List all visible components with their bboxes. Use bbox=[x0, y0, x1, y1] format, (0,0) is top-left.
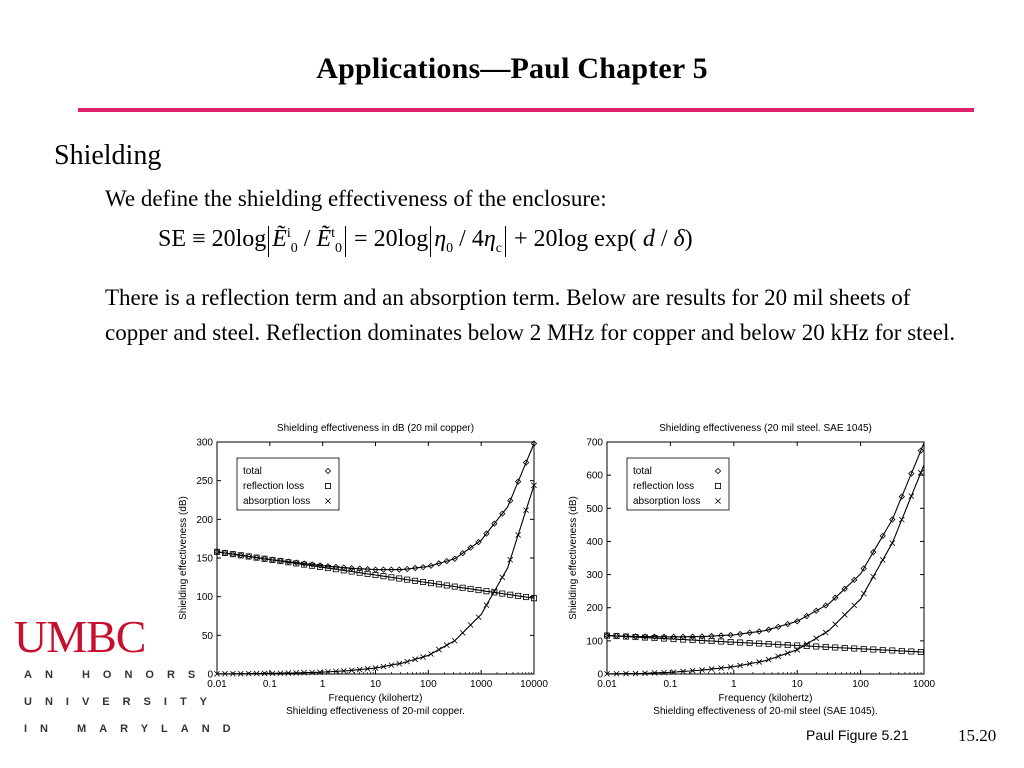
chart1-point-2 bbox=[484, 603, 489, 608]
chart1-x-axis-label: Frequency (kilohertz) bbox=[328, 693, 423, 704]
chart1-x-tick-label: 0.01 bbox=[207, 679, 227, 690]
chart1-line-2 bbox=[217, 485, 534, 674]
chart1-x-tick-label: 1000 bbox=[470, 679, 493, 690]
eq-rparen: ) bbox=[684, 226, 693, 252]
slide-number: 15.20 bbox=[958, 726, 997, 745]
chart1-x-tick-label: 100 bbox=[419, 679, 437, 690]
eq-plus: + bbox=[513, 226, 528, 252]
eq-log-2: log bbox=[397, 226, 429, 252]
eq-sub-0c: 0 bbox=[446, 240, 454, 256]
chart2-title: Shielding effectiveness (20 mil steel. SAE 1045) bbox=[659, 423, 872, 434]
chart1-legend-label: reflection loss bbox=[243, 481, 305, 492]
chart2-x-tick-label: 100 bbox=[852, 679, 869, 690]
chart1-y-tick-label: 200 bbox=[196, 514, 213, 526]
chart2-series-1 bbox=[604, 633, 924, 655]
chart2-x-tick-label: 1 bbox=[731, 679, 737, 690]
chart2-point-2 bbox=[814, 636, 819, 641]
chart2-point-2 bbox=[842, 612, 847, 617]
chart1-y-axis-label: Shielding effectiveness (dB) bbox=[178, 496, 189, 620]
chart2-x-tick-label: 0.1 bbox=[663, 679, 678, 690]
eq-sub-0a: 0 bbox=[290, 240, 298, 256]
eq-slash-2: / bbox=[459, 226, 466, 252]
copper-shielding-chart bbox=[172, 412, 552, 729]
chart2-point-2 bbox=[852, 603, 857, 608]
chart1-point-2 bbox=[444, 643, 449, 648]
chart1-series-1 bbox=[214, 549, 536, 601]
chart2-y-tick-label: 300 bbox=[586, 570, 603, 582]
logo-line-2: UNIVERSITY bbox=[24, 696, 221, 708]
eq-eta-c: η bbox=[483, 226, 496, 252]
logo-line-1: AN HONORS bbox=[24, 669, 209, 681]
eq-d: d bbox=[642, 226, 655, 252]
chart2-point-2 bbox=[785, 650, 790, 655]
chart2-point-2 bbox=[871, 574, 876, 579]
chart1-y-tick-label: 250 bbox=[196, 476, 213, 488]
chart1-x-tick-label: 1 bbox=[319, 679, 326, 690]
eq-lparen: ( bbox=[628, 226, 637, 252]
logo-line-3: IN MARYLAND bbox=[24, 723, 244, 735]
chart1-x-tick-label: 10000 bbox=[520, 679, 548, 690]
eq-E-incident: Ẽ bbox=[272, 226, 287, 252]
chart2-point-2 bbox=[776, 654, 781, 659]
slide-title: Applications—Paul Chapter 5 bbox=[316, 52, 708, 85]
body-paragraph: There is a reflection term and an absorption term. Below are results for 20 mil sheets of copper and steel. Reflection dominates below 2 MHz for copper and below 20 kHz for steel. bbox=[105, 285, 956, 345]
chart2-x-tick-label: 0.01 bbox=[597, 679, 617, 690]
chart2-point-2 bbox=[909, 494, 914, 499]
chart1-series-2 bbox=[214, 483, 536, 677]
chart2-point-2 bbox=[880, 557, 885, 562]
eq-coef-2: 20 bbox=[373, 226, 398, 252]
intro-text: We define the shielding effectiveness of the enclosure: bbox=[105, 186, 607, 211]
chart2-y-tick-label: 500 bbox=[586, 503, 603, 515]
chart2-legend-label: absorption loss bbox=[633, 496, 701, 507]
eq-sup-i: i bbox=[286, 226, 291, 241]
chart2-y-tick-label: 100 bbox=[586, 636, 603, 648]
eq-eta-0: η bbox=[434, 226, 447, 252]
chart2-y-axis-label: Shielding effectiveness (dB) bbox=[568, 496, 579, 620]
chart2-y-tick-label: 200 bbox=[586, 603, 603, 615]
chart2-caption: Shielding effectiveness of 20-mil steel (SAE 1045). bbox=[653, 706, 878, 717]
chart2-x-tick-label: 10 bbox=[791, 679, 803, 690]
chart1-y-tick-label: 0 bbox=[207, 669, 213, 681]
copper-chart-svg bbox=[172, 412, 552, 724]
steel-shielding-chart bbox=[562, 412, 942, 729]
chart2-point-2 bbox=[899, 517, 904, 522]
logo-wordmark: UMBC bbox=[14, 611, 146, 662]
chart2-x-axis-label: Frequency (kilohertz) bbox=[718, 693, 813, 704]
chart2-legend-label: reflection loss bbox=[633, 481, 695, 492]
chart1-point-2 bbox=[452, 638, 457, 643]
chart1-legend-label: absorption loss bbox=[243, 496, 311, 507]
chart1-point-2 bbox=[428, 651, 433, 656]
chart1-x-tick-label: 10 bbox=[369, 679, 382, 690]
chart2-legend-label: total bbox=[633, 466, 652, 477]
chart2-y-tick-label: 700 bbox=[586, 437, 603, 449]
eq-E-transmitted: Ẽ bbox=[316, 226, 332, 252]
chart2-point-2 bbox=[918, 470, 923, 475]
eq-equals: = bbox=[354, 226, 368, 252]
eq-four: 4 bbox=[471, 226, 484, 252]
eq-log-1: log bbox=[235, 226, 267, 252]
chart2-y-tick-label: 400 bbox=[586, 536, 603, 548]
eq-abs-1 bbox=[268, 226, 346, 257]
chart2-point-2 bbox=[766, 657, 771, 662]
chart1-point-2 bbox=[468, 622, 473, 627]
eq-sub-0b: 0 bbox=[335, 240, 343, 256]
figure-credit: Paul Figure 5.21 bbox=[806, 727, 909, 743]
eq-sub-c: c bbox=[495, 240, 502, 256]
chart2-point-2 bbox=[833, 622, 838, 627]
eq-slash-3: / bbox=[660, 226, 668, 252]
steel-chart-svg bbox=[562, 412, 942, 724]
eq-log-3: log bbox=[557, 226, 589, 252]
chart1-x-tick-label: 0.1 bbox=[262, 679, 277, 690]
eq-coef-3: 20 bbox=[533, 226, 558, 252]
chart2-point-2 bbox=[823, 630, 828, 635]
chart1-y-tick-label: 300 bbox=[196, 437, 213, 449]
chart2-y-tick-label: 600 bbox=[586, 470, 603, 482]
eq-coef-1: 20 bbox=[211, 226, 236, 252]
chart1-point-2 bbox=[476, 614, 481, 619]
chart2-y-tick-label: 0 bbox=[597, 669, 603, 681]
chart1-point-2 bbox=[500, 575, 505, 580]
eq-delta: δ bbox=[673, 226, 685, 252]
chart1-point-2 bbox=[436, 647, 441, 652]
chart2-x-tick-label: 1000 bbox=[912, 679, 936, 690]
chart1-caption: Shielding effectiveness of 20-mil copper. bbox=[286, 706, 465, 717]
shielding-equation bbox=[158, 226, 693, 257]
chart1-y-tick-label: 100 bbox=[196, 592, 213, 604]
title-underline bbox=[78, 108, 974, 112]
chart1-y-tick-label: 50 bbox=[201, 630, 213, 642]
chart2-point-2 bbox=[861, 591, 866, 596]
chart2-point-2 bbox=[890, 540, 895, 545]
eq-exp: exp bbox=[594, 226, 629, 252]
eq-abs-2 bbox=[430, 226, 506, 257]
eq-sup-t: t bbox=[331, 226, 336, 241]
chart1-point-2 bbox=[460, 630, 465, 635]
chart1-title: Shielding effectiveness in dB (20 mil copper) bbox=[276, 423, 475, 434]
section-heading: Shielding bbox=[54, 140, 162, 171]
eq-lhs: SE bbox=[158, 226, 187, 252]
chart1-line-1 bbox=[217, 552, 534, 598]
chart1-legend-label: total bbox=[243, 466, 262, 477]
eq-slash-1: / bbox=[303, 226, 311, 252]
eq-equiv: ≡ bbox=[192, 226, 206, 252]
chart2-line-1 bbox=[607, 636, 924, 653]
chart1-y-tick-label: 150 bbox=[196, 553, 213, 565]
